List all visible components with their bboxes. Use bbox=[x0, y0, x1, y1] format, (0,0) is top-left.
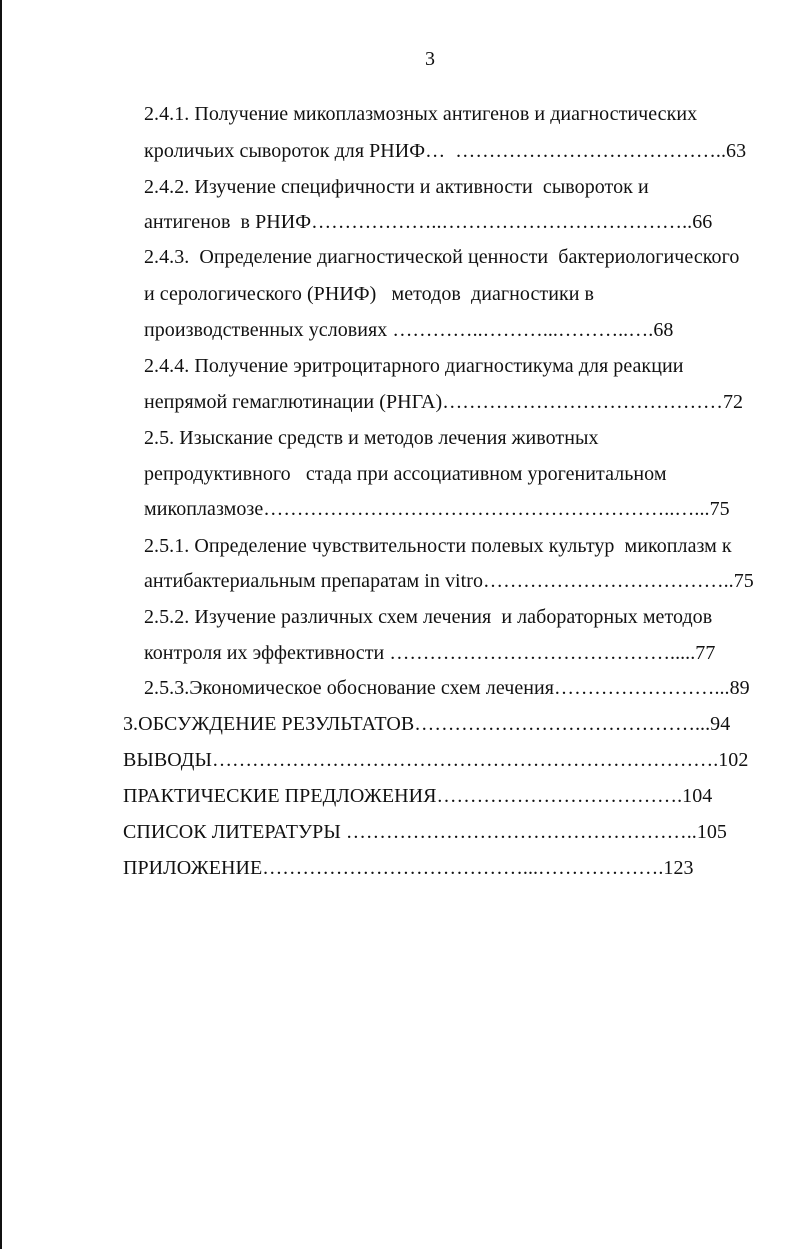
toc-entry-conclusions: ВЫВОДЫ………………………………………………………………….102 bbox=[123, 749, 749, 771]
toc-entry-2-5-2-line-2: контроля их эффективности …………………………………….....77 bbox=[144, 642, 716, 664]
toc-entry-practical-proposals: ПРАКТИЧЕСКИЕ ПРЕДЛОЖЕНИЯ……………………………….104 bbox=[123, 785, 713, 807]
toc-entry-2-5-3: 2.5.3.Экономическое обоснование схем лечения……………………...89 bbox=[144, 677, 750, 699]
toc-entry-2-5-1-line-1: 2.5.1. Определение чувствительности полевых культур микоплазм к bbox=[144, 535, 732, 557]
toc-entry-references: СПИСОК ЛИТЕРАТУРЫ ……………………………………………..105 bbox=[123, 821, 727, 843]
toc-entry-2-4-1-line-2: кроличьих сывороток для РНИФ… …………………………………..63 bbox=[144, 140, 747, 162]
toc-entry-2-5-2-line-1: 2.5.2. Изучение различных схем лечения и лабораторных методов bbox=[144, 606, 713, 628]
toc-entry-2-5-line-1: 2.5. Изыскание средств и методов лечения животных bbox=[144, 427, 599, 449]
toc-entry-2-5-line-2: репродуктивного стада при ассоциативном урогенитальном bbox=[144, 463, 667, 485]
toc-entry-2-4-3-line-2: и серологического (РНИФ) методов диагностики в bbox=[144, 283, 595, 305]
page-left-border bbox=[0, 0, 2, 1249]
toc-entry-2-4-3-line-3: производственных условиях …………..………...………..….68 bbox=[144, 319, 674, 341]
toc-entry-2-4-1-line-1: 2.4.1. Получение микоплазмозных антигенов и диагностических bbox=[144, 103, 698, 125]
toc-entry-2-4-2-line-2: антигенов в РНИФ………………..………………………………..66 bbox=[144, 211, 713, 233]
toc-entry-2-5-1-line-2: антибактериальным препаратам in vitro………………………………..75 bbox=[144, 570, 754, 592]
toc-entry-3-discussion: 3.ОБСУЖДЕНИЕ РЕЗУЛЬТАТОВ……………………………………...94 bbox=[123, 713, 731, 735]
toc-entry-2-4-4-line-1: 2.4.4. Получение эритроцитарного диагностикума для реакции bbox=[144, 355, 684, 377]
toc-entry-appendix: ПРИЛОЖЕНИЕ…………………………………...……………….123 bbox=[123, 857, 694, 879]
toc-entry-2-4-3-line-1: 2.4.3. Определение диагностической ценности бактериологического bbox=[144, 246, 740, 268]
toc-entry-2-5-line-3: микоплазмозе……………………………………………………..…...75 bbox=[144, 498, 730, 520]
page-number: 3 bbox=[425, 48, 435, 70]
toc-entry-2-4-2-line-1: 2.4.2. Изучение специфичности и активности сывороток и bbox=[144, 176, 649, 198]
toc-entry-2-4-4-line-2: непрямой гемаглютинации (РНГА)……………………………………72 bbox=[144, 391, 744, 413]
